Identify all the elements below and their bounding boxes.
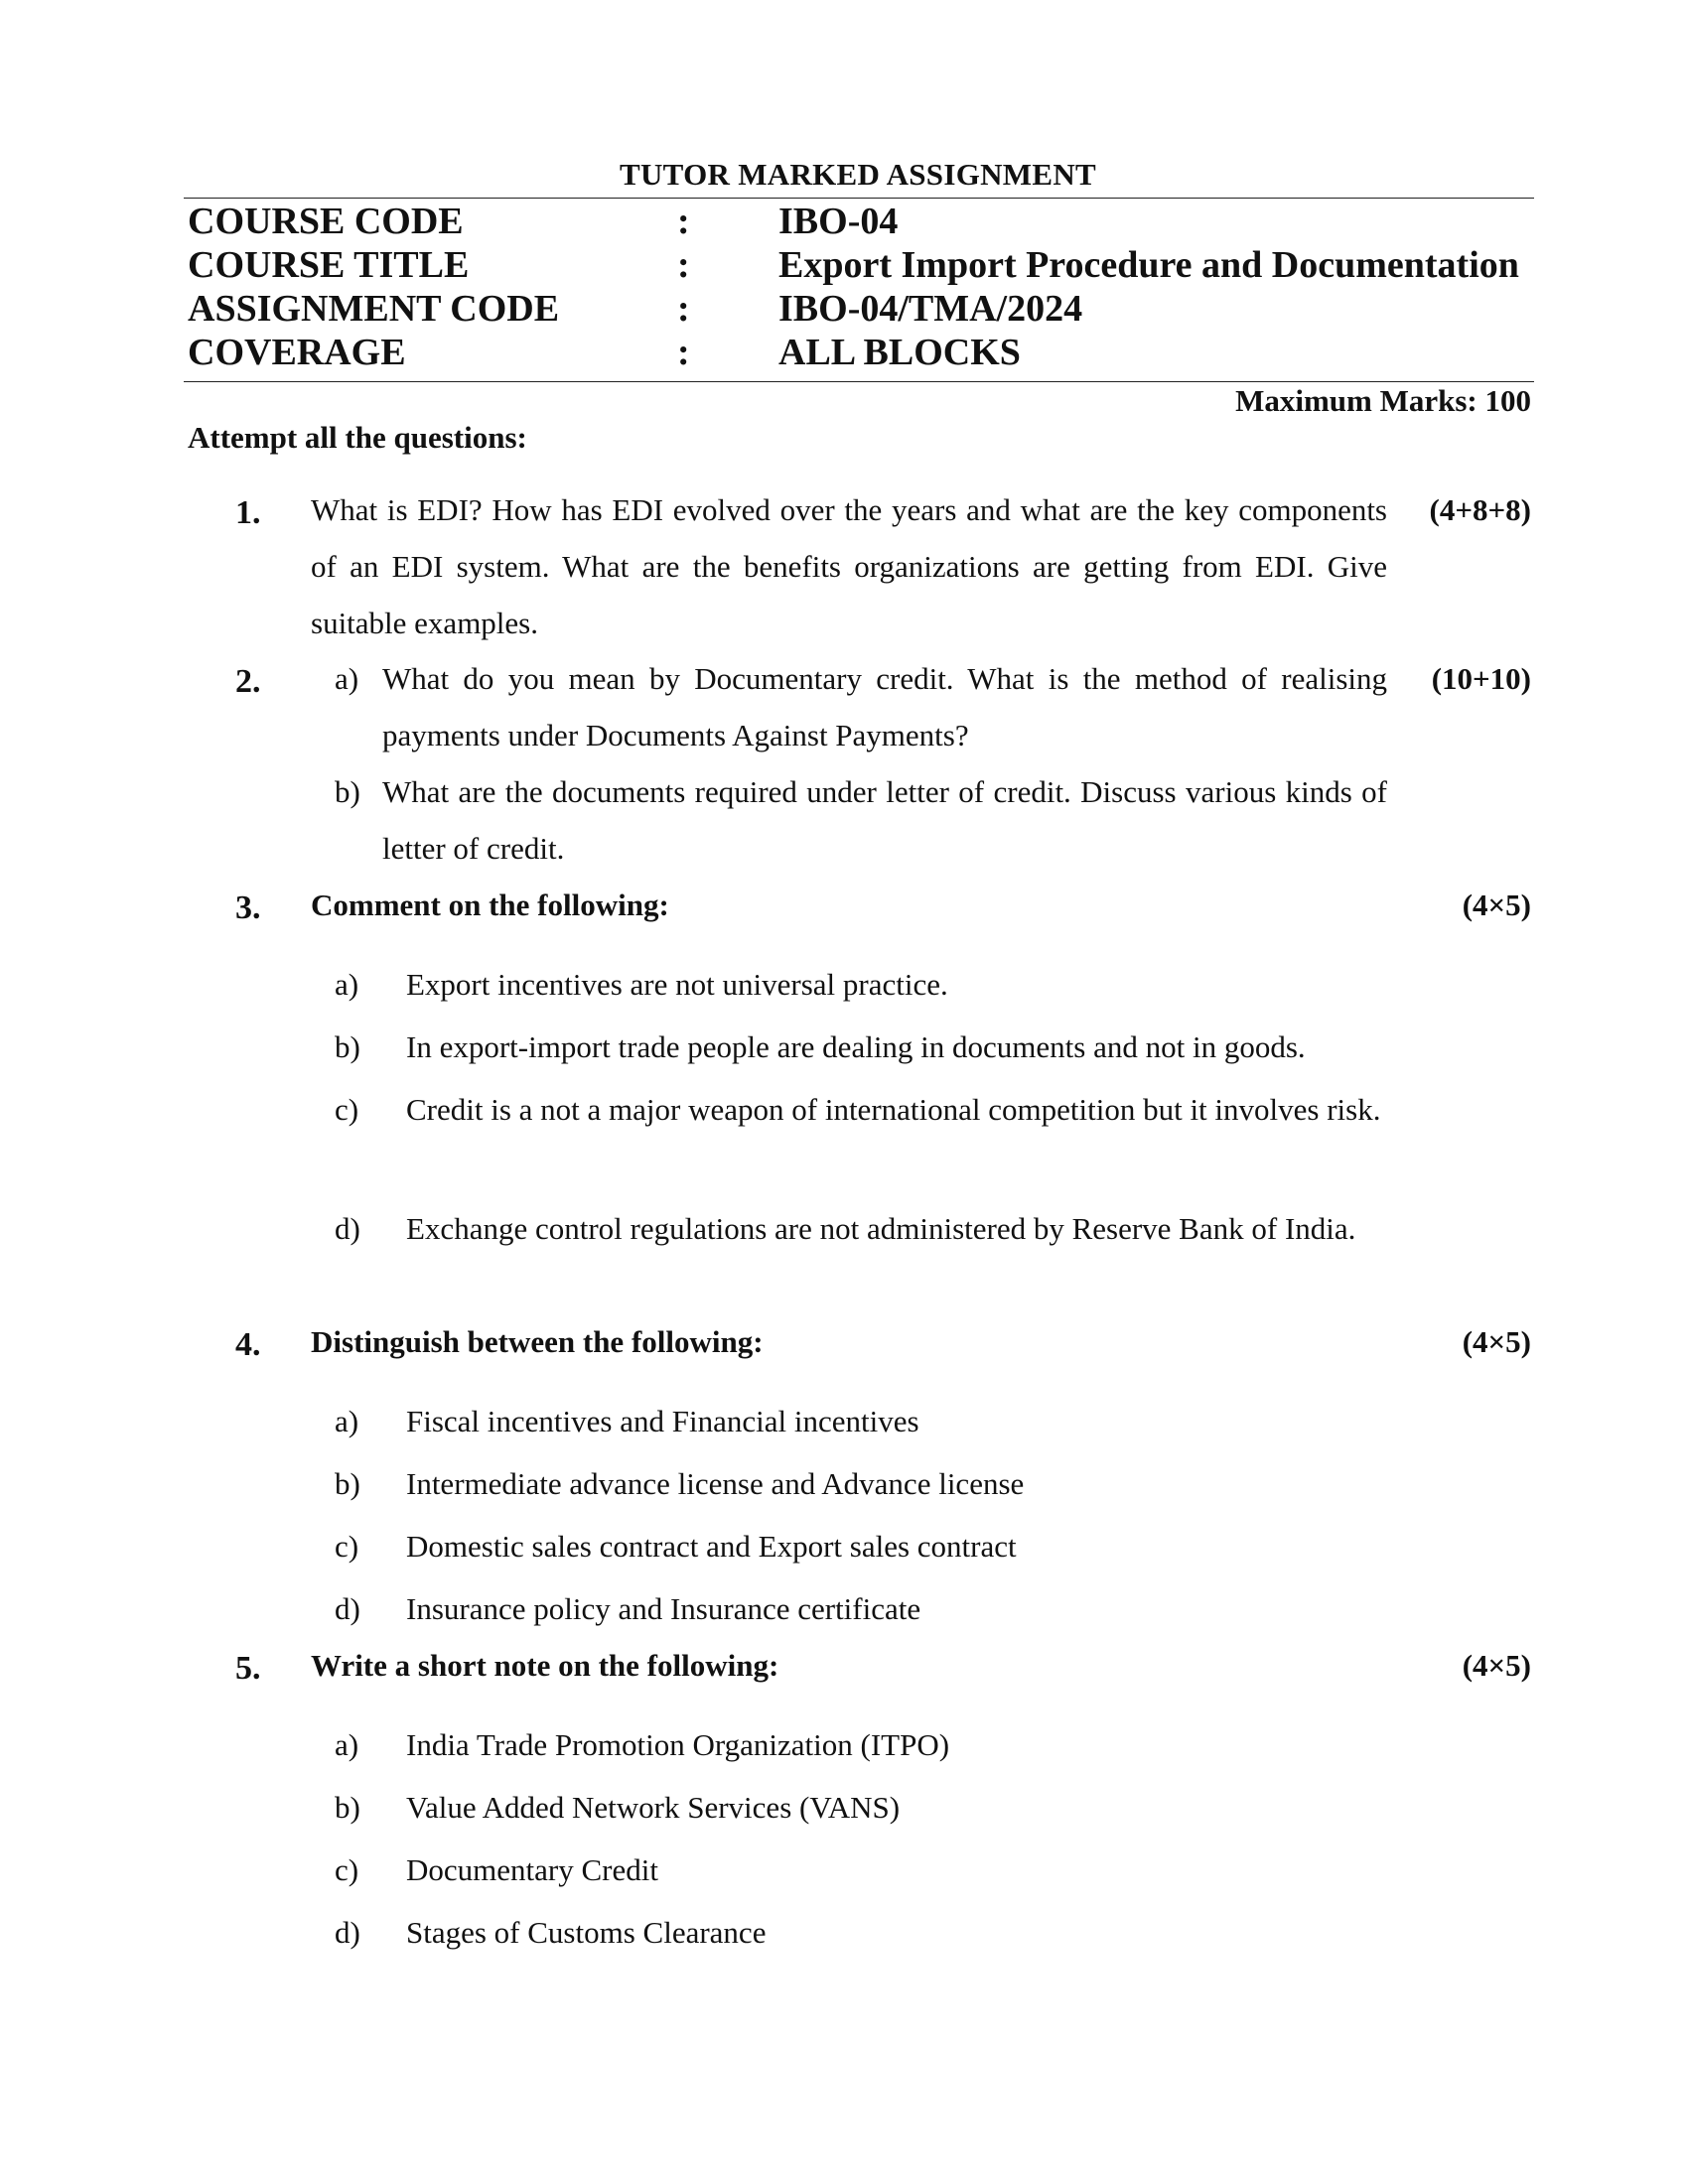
- sub-question-text: Stages of Customs Clearance: [406, 1915, 767, 1950]
- sub-question-label: a): [335, 1404, 359, 1438]
- question-marks: (4×5): [1462, 887, 1531, 922]
- sub-question-label: d): [335, 1211, 360, 1246]
- question-marks: (4×5): [1462, 1648, 1531, 1683]
- instructions: Attempt all the questions:: [188, 420, 527, 455]
- sub-question-text: Credit is a not a major weapon of international competition but it involves risk.: [406, 1092, 1381, 1127]
- document-title: TUTOR MARKED ASSIGNMENT: [619, 157, 1096, 192]
- sub-question-label: b): [335, 774, 360, 809]
- header-key: ASSIGNMENT CODE: [188, 288, 560, 330]
- header-bottom-rule: [184, 381, 1534, 382]
- sub-question-text: Domestic sales contract and Export sales contract: [406, 1529, 1017, 1564]
- sub-question-text: Insurance policy and Insurance certificate: [406, 1591, 921, 1626]
- header-key: COVERAGE: [188, 332, 406, 373]
- question-number: 2.: [235, 663, 261, 700]
- maximum-marks: Maximum Marks: 100: [1235, 383, 1531, 418]
- sub-question-label: d): [335, 1591, 360, 1626]
- sub-question-text: In export-import trade people are dealing in documents and not in goods.: [406, 1029, 1306, 1064]
- header-row-course-title: [188, 243, 1538, 287]
- header-value: IBO-04: [778, 201, 899, 242]
- sub-question-label: a): [335, 661, 359, 696]
- sub-question-label: d): [335, 1915, 360, 1950]
- sub-question-label: b): [335, 1790, 360, 1825]
- sub-question-label: b): [335, 1466, 360, 1501]
- question-marks: (4×5): [1462, 1324, 1531, 1359]
- question-number: 5.: [235, 1650, 261, 1687]
- header-value: IBO-04/TMA/2024: [778, 288, 1083, 330]
- sub-question-text: Fiscal incentives and Financial incentives: [406, 1404, 919, 1438]
- question-heading: Write a short note on the following:: [311, 1648, 779, 1683]
- header-separator: :: [677, 288, 690, 330]
- header-row-course-code: [188, 200, 1538, 243]
- header-value: Export Import Procedure and Documentation: [778, 244, 1519, 286]
- sub-question-label: b): [335, 1029, 360, 1064]
- question-heading: Comment on the following:: [311, 887, 669, 922]
- sub-question-text: What are the documents required under letter of credit. Discuss various kinds of letter of credit.: [382, 774, 1387, 866]
- sub-question-text: Documentary Credit: [406, 1852, 658, 1887]
- header-top-rule: [184, 198, 1534, 199]
- sub-question-text: Value Added Network Services (VANS): [406, 1790, 901, 1825]
- header-separator: :: [677, 332, 690, 373]
- question-number: 4.: [235, 1326, 261, 1363]
- sub-question-label: c): [335, 1529, 359, 1564]
- header-key: COURSE TITLE: [188, 244, 470, 286]
- question-marks: (10+10): [1431, 661, 1531, 696]
- sub-question-text: Export incentives are not universal practice.: [406, 967, 948, 1002]
- question-text: What is EDI? How has EDI evolved over the years and what are the key components of an EDI system. What are the benefits organizations are getting from EDI. Give suitable examples.: [311, 492, 1387, 640]
- sub-question-text: What do you mean by Documentary credit. What is the method of realising payments under Documents Against Payments?: [382, 661, 1387, 752]
- question-number: 3.: [235, 889, 261, 926]
- header-row-coverage: [188, 331, 1538, 374]
- sub-question-text: Exchange control regulations are not administered by Reserve Bank of India.: [406, 1211, 1356, 1246]
- header-row-assignment-code: [188, 287, 1538, 331]
- question-number: 1.: [235, 494, 261, 531]
- header-value: ALL BLOCKS: [778, 332, 1021, 373]
- sub-question-label: a): [335, 1727, 359, 1762]
- sub-question-text: Intermediate advance license and Advance license: [406, 1466, 1025, 1501]
- question-heading: Distinguish between the following:: [311, 1324, 764, 1359]
- question-marks: (4+8+8): [1429, 492, 1531, 527]
- sub-question-text: India Trade Promotion Organization (ITPO): [406, 1727, 950, 1762]
- header-separator: :: [677, 244, 690, 286]
- sub-question-label: a): [335, 967, 359, 1002]
- sub-question-label: c): [335, 1092, 359, 1127]
- header-key: COURSE CODE: [188, 201, 464, 242]
- header-separator: :: [677, 201, 690, 242]
- sub-question-label: c): [335, 1852, 359, 1887]
